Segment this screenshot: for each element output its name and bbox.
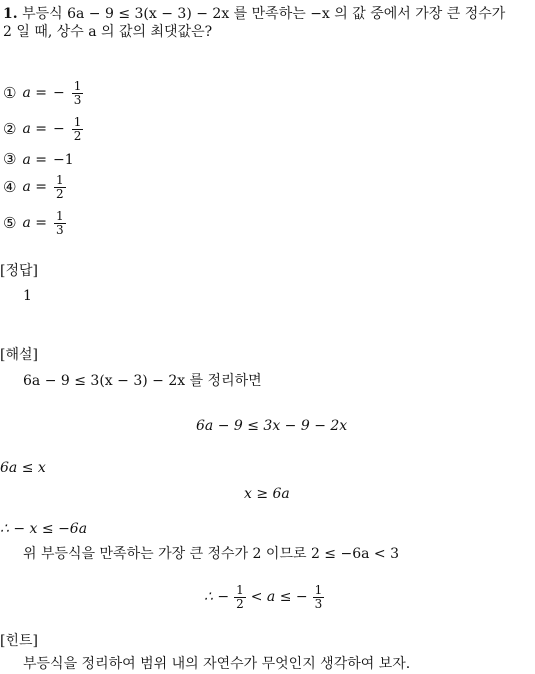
- solution-label: [해설]: [0, 347, 38, 363]
- final-fraction-2: [313, 584, 325, 610]
- choice-2-mark: ②: [3, 119, 17, 138]
- question-number: 1.: [3, 6, 18, 22]
- choice-3-lhs: a =: [22, 151, 47, 168]
- choice-2[interactable]: [3, 116, 84, 142]
- choice-1-sign: −: [52, 85, 65, 102]
- choice-3-mark: ③: [3, 150, 17, 168]
- question-text-1: 부등식 6a − 9 ≤ 3(x − 3) − 2x 를 만족하는 −x 의 값 중에서 가장 큰 정수가: [22, 6, 506, 22]
- final-num-2: 1: [314, 583, 323, 597]
- choice-4-num: 1: [55, 173, 64, 187]
- solution-eq-4: ∴ − x ≤ −6a: [0, 521, 88, 537]
- solution-final: [204, 584, 325, 610]
- choice-5[interactable]: [3, 210, 67, 236]
- choice-1-mark: ①: [3, 83, 17, 102]
- final-num-1: 1: [236, 583, 244, 597]
- choice-1-num: 1: [73, 79, 82, 93]
- choice-2-lhs: a =: [22, 121, 47, 138]
- choice-1-fraction: [72, 80, 84, 106]
- choice-2-fraction: [72, 116, 84, 142]
- final-den-2: 3: [314, 596, 323, 611]
- choice-2-den: 2: [73, 128, 82, 143]
- question-line-1: [3, 7, 505, 21]
- choice-2-num: 1: [73, 115, 82, 129]
- choice-5-num: 1: [55, 209, 64, 223]
- answer-label: [정답]: [0, 263, 38, 279]
- choice-4-lhs: a =: [22, 179, 47, 196]
- choice-5-fraction: [54, 210, 66, 236]
- hint-text: 부등식을 정리하여 범위 내의 자연수가 무엇인지 생각하여 보자.: [23, 656, 411, 672]
- choice-2-sign: −: [52, 121, 65, 138]
- choice-1-den: 3: [73, 92, 82, 107]
- choice-1-lhs: a =: [22, 85, 47, 102]
- answer-value: 1: [23, 288, 32, 304]
- hint-label: [힌트]: [0, 633, 38, 649]
- choice-4-mark: ④: [3, 177, 17, 196]
- final-fraction-1: [234, 584, 246, 610]
- choice-4-den: 2: [55, 186, 64, 201]
- question-text-2: 2 일 때, 상수 a 의 값의 최댓값은?: [3, 24, 213, 40]
- solution-eq-1: 6a − 9 ≤ 3x − 9 − 2x: [196, 418, 348, 434]
- choice-5-den: 3: [55, 222, 64, 237]
- choice-5-mark: ⑤: [3, 213, 17, 232]
- choice-1[interactable]: [3, 80, 84, 106]
- final-den-1: 2: [236, 596, 244, 611]
- final-mid: < a ≤ −: [250, 589, 308, 606]
- choice-3-value: −1: [52, 151, 74, 168]
- choice-4-fraction: [54, 174, 66, 200]
- choice-3[interactable]: [3, 152, 74, 167]
- solution-step-2: 위 부등식을 만족하는 가장 큰 정수가 2 이므로 2 ≤ −6a < 3: [23, 546, 400, 562]
- solution-eq-2: 6a ≤ x: [0, 460, 46, 476]
- solution-step-1: 6a − 9 ≤ 3(x − 3) − 2x 를 정리하면: [23, 373, 262, 389]
- final-prefix: ∴ −: [204, 589, 230, 606]
- choice-5-lhs: a =: [22, 215, 47, 232]
- choice-4[interactable]: [3, 174, 67, 200]
- solution-eq-3: x ≥ 6a: [244, 486, 290, 502]
